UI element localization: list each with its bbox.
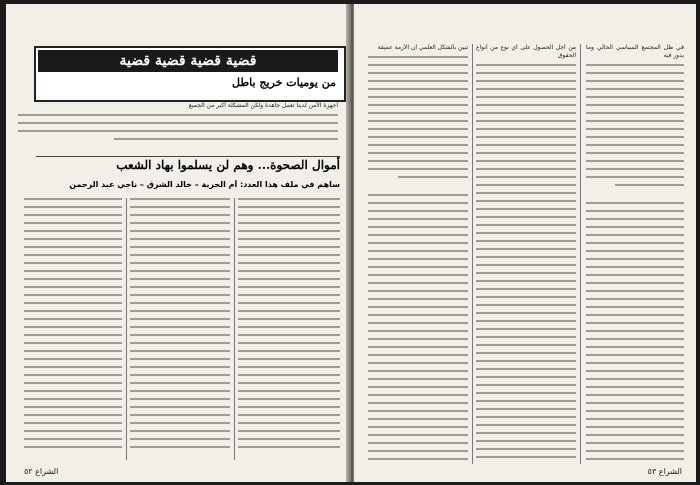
left-body-column-3	[24, 198, 122, 460]
banner-title: قضية قضية قضية قضية	[38, 50, 338, 72]
right-body-column-1	[586, 44, 684, 464]
intro-lines	[18, 114, 338, 146]
magazine-spread	[6, 4, 696, 482]
intro-text	[18, 102, 338, 154]
left-body-column-2	[130, 198, 230, 460]
column-rule	[126, 198, 127, 460]
column-rule	[234, 198, 235, 460]
left-page-number: الشراع ٥٢	[24, 467, 59, 476]
intro-excerpt: أجهزة الأمن لدينا تعمل جاهدة ولكن المشكلة أكبر من الجميع	[188, 102, 338, 109]
right-page-number: الشراع ٥٣	[647, 467, 682, 476]
col3-excerpt: تبين بالشكل العلمي أن الأزمة عميقة	[377, 44, 468, 51]
right-page	[354, 4, 696, 482]
right-body-column-3	[368, 44, 468, 464]
left-page	[6, 4, 350, 482]
article-byline: ساهم في ملف هذا العدد: أم الحرية – خالد الشرق – ناجي عبد الرحمن	[69, 180, 340, 189]
right-body-column-2	[476, 44, 576, 464]
divider	[36, 156, 340, 157]
left-body-column-1	[238, 198, 340, 460]
section-subtitle: من يوميات خريج باطل	[232, 76, 336, 89]
col2-excerpt: من أجل الحصول على أي نوع من أنواع الحقوق	[476, 44, 576, 59]
column-rule	[580, 44, 581, 464]
column-rule	[472, 44, 473, 464]
article-headline: أموال الصحوة... وهم لن يسلموا بهاد الشعب	[116, 158, 340, 172]
article-header	[34, 46, 346, 102]
col1-excerpt: في ظل المجتمع السياسي الحالي وما يدور فيه	[586, 44, 684, 59]
